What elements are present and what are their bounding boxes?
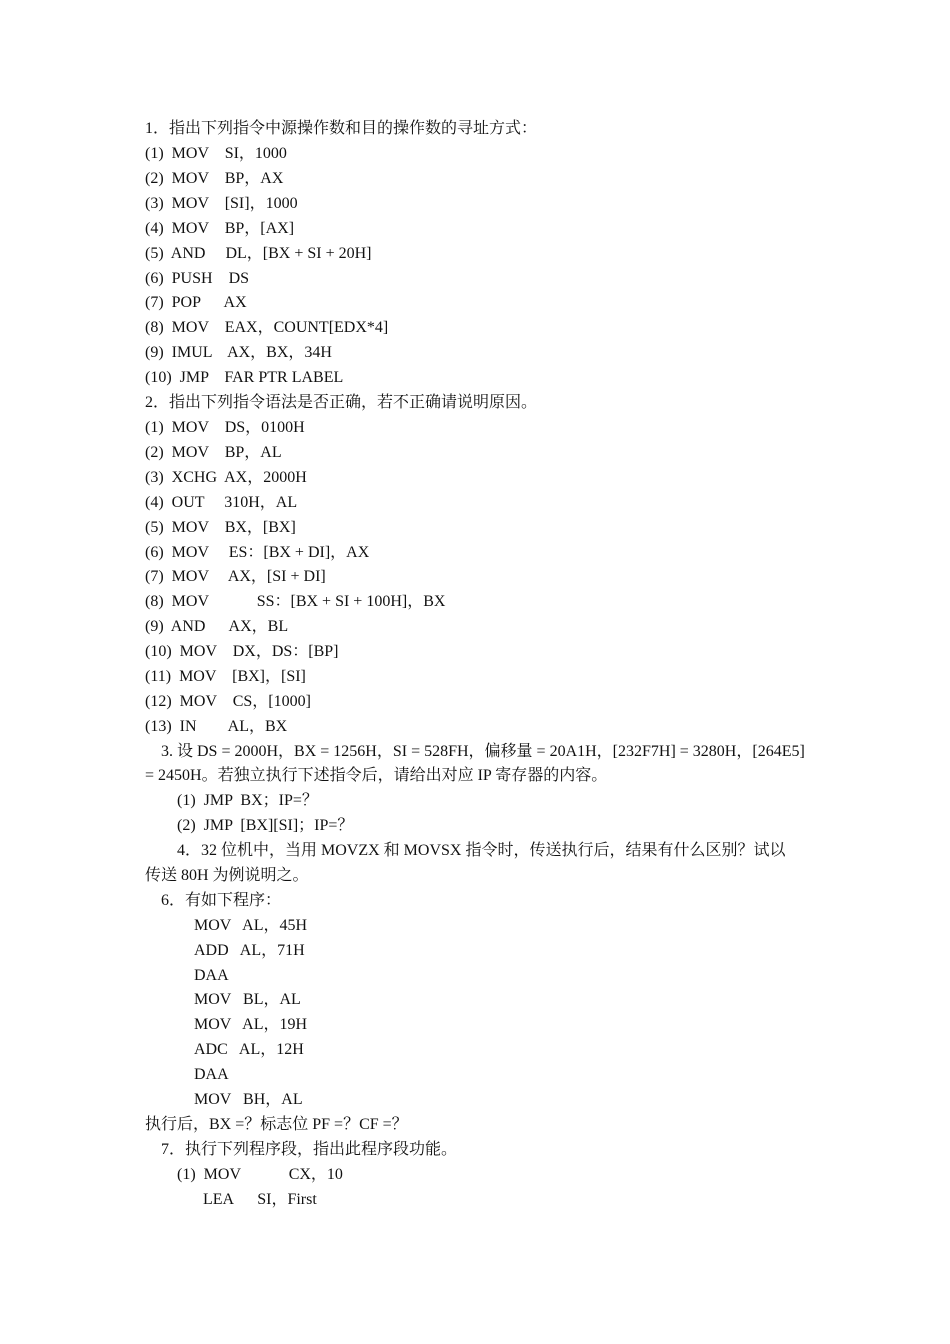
q1-item-6: (6) PUSH DS — [145, 270, 250, 287]
q1-item-8: (8) MOV EAX，COUNT[EDX*4] — [145, 319, 389, 336]
q6-code-line-3: DAA — [194, 967, 229, 984]
q6-code-line-8: MOV BH，AL — [194, 1091, 303, 1108]
q2-item-8: (8) MOV SS：[BX + SI + 100H]，BX — [145, 593, 446, 610]
q6-code-line-5: MOV AL，19H — [194, 1016, 308, 1033]
q3-item-1: (1) JMP BX；IP=？ — [177, 792, 318, 809]
q2-item-13: (13) IN AL，BX — [145, 718, 288, 735]
q6-code-line-4: MOV BL，AL — [194, 991, 301, 1008]
q6-code-line-2: ADD AL，71H — [194, 942, 305, 959]
q2-item-12: (12) MOV CS，[1000] — [145, 693, 311, 710]
q2-item-9: (9) AND AX，BL — [145, 618, 289, 635]
q1-item-2: (2) MOV BP，AX — [145, 170, 284, 187]
q2-item-5: (5) MOV BX，[BX] — [145, 519, 296, 536]
q2-item-3: (3) XCHG AX，2000H — [145, 469, 307, 486]
q1-item-1: (1) MOV SI，1000 — [145, 145, 287, 162]
q2-item-6: (6) MOV ES：[BX + DI]，AX — [145, 544, 370, 561]
q6-code-line-1: MOV AL，45H — [194, 917, 308, 934]
question-3-text: 3. 设 DS = 2000H，BX = 1256H，SI = 528FH，偏移量 = 20A1H，[232F7H] = 3280H，[264E5] — [161, 743, 805, 760]
q7-item-1: (1) MOV CX，10 — [177, 1166, 343, 1183]
q6-code-line-7: DAA — [194, 1066, 229, 1083]
q3-item-2: (2) JMP [BX][SI]；IP=？ — [177, 817, 354, 834]
question-2-heading: 2．指出下列指令语法是否正确，若不正确请说明原因。 — [145, 394, 538, 411]
q6-question: 执行后，BX =？标志位 PF =？CF =？ — [145, 1116, 408, 1133]
q1-item-5: (5) AND DL，[BX + SI + 20H] — [145, 245, 372, 262]
q6-code-line-6: ADC AL，12H — [194, 1041, 304, 1058]
question-4-text-cont: 传送 80H 为例说明之。 — [145, 867, 309, 884]
q1-item-7: (7) POP AX — [145, 294, 247, 311]
q2-item-10: (10) MOV DX，DS：[BP] — [145, 643, 339, 660]
q1-item-3: (3) MOV [SI]，1000 — [145, 195, 298, 212]
question-3-text-cont: = 2450H。若独立执行下述指令后，请给出对应 IP 寄存器的内容。 — [145, 767, 608, 784]
question-6-heading: 6．有如下程序： — [161, 892, 282, 909]
q2-item-7: (7) MOV AX，[SI + DI] — [145, 568, 326, 585]
q1-item-10: (10) JMP FAR PTR LABEL — [145, 369, 344, 386]
q2-item-2: (2) MOV BP，AL — [145, 444, 282, 461]
q7-item-1-code: LEA SI，First — [203, 1191, 317, 1208]
q1-item-9: (9) IMUL AX，BX，34H — [145, 344, 332, 361]
q1-item-4: (4) MOV BP，[AX] — [145, 220, 295, 237]
q2-item-1: (1) MOV DS，0100H — [145, 419, 305, 436]
q2-item-4: (4) OUT 310H，AL — [145, 494, 298, 511]
question-7-heading: 7．执行下列程序段，指出此程序段功能。 — [161, 1141, 458, 1158]
question-1-heading: 1．指出下列指令中源操作数和目的操作数的寻址方式： — [145, 120, 538, 137]
question-4-text: 4．32 位机中，当用 MOVZX 和 MOVSX 指令时，传送执行后，结果有什么区别？试以 — [177, 842, 786, 859]
q2-item-11: (11) MOV [BX]，[SI] — [145, 668, 306, 685]
